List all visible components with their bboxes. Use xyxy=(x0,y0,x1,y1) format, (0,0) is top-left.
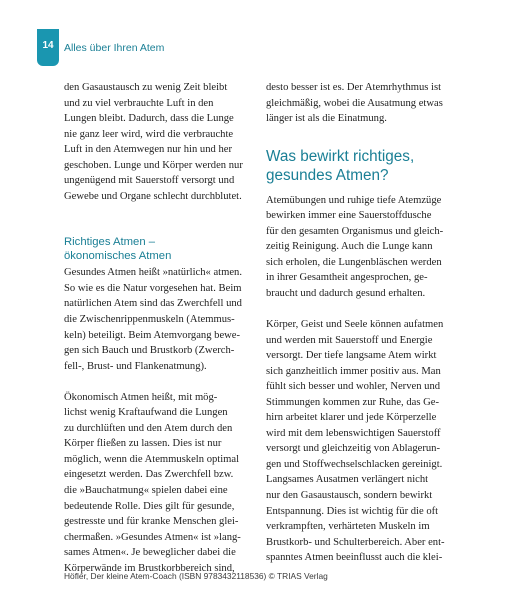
text-line: desto besser ist es. Der Atemrhythmus ist xyxy=(266,82,442,93)
text-line: keln) beteiligt. Beim Atemvorgang bewe- xyxy=(64,329,241,341)
text-line: ökonomisches Atmen xyxy=(64,250,172,263)
right-paragraph-1 xyxy=(266,193,492,302)
text-line: Brustkorb- und Schulterbereich. Aber ent- xyxy=(266,536,445,548)
text-line: Entspannung. Dies ist wichtig für die oft xyxy=(266,505,439,517)
text-line: natürlichen Atem sind das Zwerchfell und xyxy=(64,298,242,310)
text-line: und zu viel verbrauchte Luft in den xyxy=(64,97,214,109)
text-line: möglich, wenn die Atemmuskeln optimal xyxy=(64,453,240,465)
text-line: verkrampften, verhärteten Muskeln im xyxy=(266,521,430,533)
subheading-richtiges-atmen xyxy=(64,235,290,263)
text-line: sames Atmen«. Je beweglicher dabei die xyxy=(64,547,236,559)
text-line: geschoben. Lunge und Körper werden nur xyxy=(64,159,243,171)
section-heading xyxy=(266,147,492,185)
right-paragraph-2 xyxy=(266,317,492,566)
text-line: Atemübungen und ruhige tiefe Atemzüge xyxy=(266,194,442,206)
left-intro-paragraph xyxy=(64,80,290,204)
text-line: So wie es die Natur vorgesehen hat. Beim xyxy=(64,282,242,294)
text-line: sich erholen, die Lungenbläschen werden xyxy=(266,256,442,268)
text-line: Körper fließen zu lassen. Dies ist nur xyxy=(64,438,222,450)
text-line: Stimmungen kommen zur Ruhe, das Ge- xyxy=(266,396,440,408)
text-line: in ihrer Gesamtheit angesprochen, ge- xyxy=(266,272,428,284)
text-line: braucht und dadurch gesund erhalten. xyxy=(266,287,426,299)
text-line: Körper, Geist und Seele können aufatmen xyxy=(266,318,444,330)
right-column xyxy=(266,80,492,566)
text-line: versorgt. Der tiefe langsame Atem wirkt xyxy=(266,350,437,362)
text-line: nur den Gasaustausch, sondern bewirkt xyxy=(266,489,433,501)
text-line: Körperwände im Brustkorbbereich sind, xyxy=(64,562,235,574)
text-line: versorgt und gleichzeitig von Ablagerun- xyxy=(266,443,440,455)
text-line: Lungen bleibt. Dadurch, dass die Lunge xyxy=(64,113,234,125)
text-line: gestresste und für kranke Menschen glei- xyxy=(64,516,239,528)
text-line: fühlt sich besser und wohler, Nerven und xyxy=(266,381,441,393)
text-line: Luft in den Atemwegen nur hin und her xyxy=(64,144,232,156)
text-line: spanntes Atmen beeinflusst auch die klei- xyxy=(266,552,443,564)
text-line: bedeutende Rolle. Dies gilt für gesunde, xyxy=(64,500,235,512)
text-line: fell-, Brust- und Flankenatmung). xyxy=(64,360,207,372)
text-line: die Zwischenrippenmuskeln (Atemmus- xyxy=(64,314,235,326)
text-line: den Gasaustausch zu wenig Zeit bleibt xyxy=(64,82,228,93)
left-column xyxy=(64,80,290,576)
text-line: wird mit dem lebenswichtigen Sauerstoff xyxy=(266,427,441,439)
text-line: Gewebe und Organe schlecht durchblutet. xyxy=(64,190,242,202)
left-paragraph-2 xyxy=(64,390,290,577)
text-line: zeitig Reinigung. Auch die Lunge kann xyxy=(266,241,433,253)
text-line: gen und Stoffwechselschlacken gereinigt. xyxy=(266,458,443,470)
text-line: gen sich Bauch und Brustkorb (Zwerch- xyxy=(64,345,235,357)
text-line: bewirken immer eine Sauerstoffdusche xyxy=(266,210,432,222)
text-line: Gesundes Atmen heißt »natürlich« atmen. xyxy=(64,267,242,279)
text-line: sich ganzheitlich immer positiv aus. Man xyxy=(266,365,441,377)
left-paragraph-1 xyxy=(64,265,290,374)
text-line: zu durchlüften und den Atem durch den xyxy=(64,422,233,434)
text-line: Langsames Ausatmen verlängert nicht xyxy=(266,474,429,486)
right-intro-paragraph xyxy=(266,80,492,127)
text-line: lichst wenig Kraftaufwand die Lungen xyxy=(64,407,228,419)
text-line: Richtiges Atmen – xyxy=(64,236,156,249)
text-line: hirn arbeitet klarer und jede Körperzelle xyxy=(266,412,437,424)
text-line: für den gesamten Organismus und gleich- xyxy=(266,225,444,237)
text-line: chermaßen. »Gesundes Atmen« ist »lang- xyxy=(64,531,241,543)
text-line: nie ganz leer wird, wird die verbrauchte xyxy=(64,128,234,140)
text-line: länger ist als die Einatmung. xyxy=(266,113,387,125)
text-line: Was bewirkt richtiges, xyxy=(266,147,415,165)
running-title: Alles über Ihren Atem xyxy=(64,42,165,54)
footer-citation: Höfler, Der kleine Atem-Coach (ISBN 9783432118536) © TRIAS Verlag xyxy=(64,571,328,581)
text-line: gleichmäßig, wobei die Ausatmung etwas xyxy=(266,97,443,109)
page-number-tab xyxy=(37,29,59,66)
page-number: 14 xyxy=(42,40,54,51)
text-line: gesundes Atmen? xyxy=(266,166,389,184)
text-line: eingesetzt werden. Das Zwerchfell bzw. xyxy=(64,469,234,481)
text-line: und werden mit Sauerstoff und Energie xyxy=(266,334,433,346)
text-line: Ökonomisch Atmen heißt, mit mög- xyxy=(64,391,218,403)
text-line: ungenügend mit Sauerstoff versorgt und xyxy=(64,175,235,187)
text-line: die »Bauchatmung« spielen dabei eine xyxy=(64,484,228,496)
